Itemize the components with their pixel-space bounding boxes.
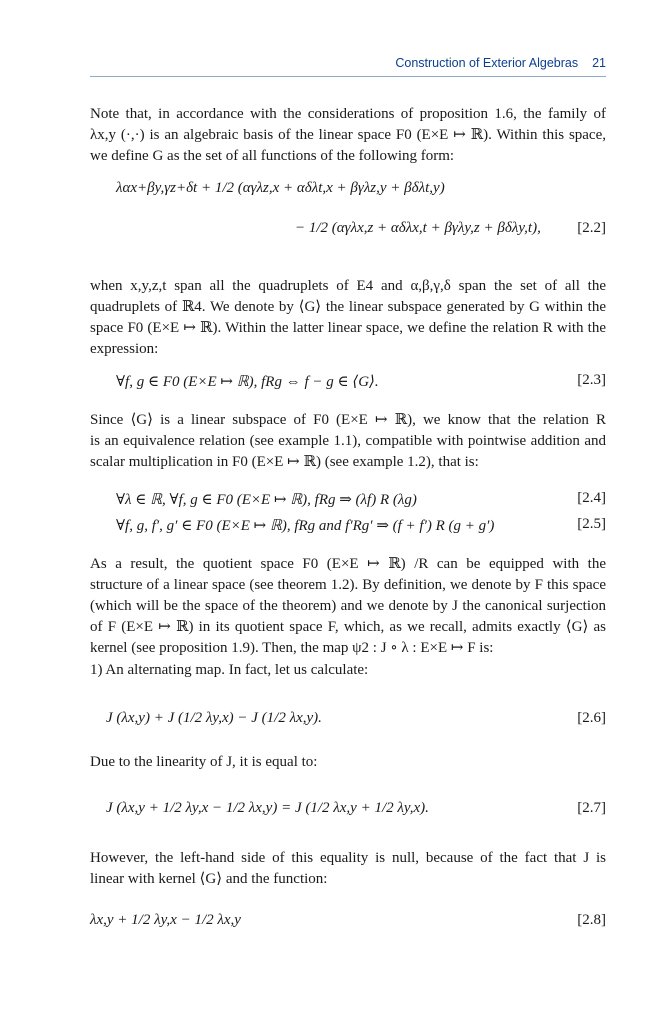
page-number: 21 bbox=[592, 56, 606, 70]
p4-line: kernel (see proposition 1.9). Then, the map ψ2 : J ∘ λ : E×E ↦ F is: bbox=[90, 640, 494, 656]
paragraph-3 bbox=[90, 410, 606, 473]
eq26-tag: [2.6] bbox=[577, 710, 606, 726]
eq25-body: ∀f, g, f′, g′ ∈ F0 (E×E ↦ ℝ), fRg and f′Rg′ ⇒ (f + f′) R (g + g′) bbox=[116, 518, 495, 534]
p7-line: linear with kernel ⟨G⟩ and the function: bbox=[90, 871, 328, 887]
p3-line: scalar multiplication in F0 (E×E ↦ ℝ) (see example 1.2), that is: bbox=[90, 454, 479, 470]
p4-line: of F (E×E ↦ ℝ) in its quotient space F, which, as we recall, admits exactly ⟨G⟩ as bbox=[90, 619, 606, 635]
p1-line: λx,y (·,·) is an algebraic basis of the linear space F0 (E×E ↦ ℝ). Within this space, bbox=[90, 127, 606, 143]
paragraph-2 bbox=[90, 276, 606, 360]
eq27-tag: [2.7] bbox=[577, 800, 606, 816]
eq22-line1: λαx+βy,γz+δt + 1/2 (αγλz,x + αδλt,x + βγλz,y + βδλt,y) bbox=[116, 180, 445, 196]
equation-2-3 bbox=[90, 372, 606, 394]
p3-line: is an equivalence relation (see example 1.1), compatible with pointwise addition and bbox=[90, 433, 606, 449]
eq23-body: ∀f, g ∈ F0 (E×E ↦ ℝ), fRg ⇔ f − g ∈ ⟨G⟩. bbox=[116, 374, 379, 390]
equation-2-2 bbox=[90, 176, 606, 266]
eq26-body: J (λx,y) + J (1/2 λy,x) − J (1/2 λx,y). bbox=[106, 710, 322, 726]
paragraph-6 bbox=[90, 752, 606, 773]
eq27-body: J (λx,y + 1/2 λy,x − 1/2 λx,y) = J (1/2 λx,y + 1/2 λy,x). bbox=[106, 800, 429, 816]
equation-2-8 bbox=[90, 906, 606, 936]
equation-2-6 bbox=[90, 704, 606, 734]
eq24-tag: [2.4] bbox=[577, 490, 606, 506]
p4-line: (which will be the space of the theorem) and we denote by J the canonical surjection bbox=[90, 598, 606, 614]
p3-line: Since ⟨G⟩ is a linear subspace of F0 (E×E ↦ ℝ), we know that the relation R bbox=[90, 412, 606, 428]
eq22-tag: [2.2] bbox=[577, 220, 606, 236]
eq25-tag: [2.5] bbox=[577, 516, 606, 532]
p4-line: As a result, the quotient space F0 (E×E ↦ ℝ) /R can be equipped with the bbox=[90, 556, 606, 572]
p6-line: Due to the linearity of J, it is equal to: bbox=[90, 754, 318, 770]
paragraph-5 bbox=[90, 660, 606, 681]
running-title: Construction of Exterior Algebras bbox=[395, 56, 579, 70]
equation-2-7 bbox=[90, 794, 606, 824]
p2-line: expression: bbox=[90, 341, 159, 357]
running-header bbox=[90, 56, 606, 77]
eq28-body: λx,y + 1/2 λy,x − 1/2 λx,y bbox=[90, 912, 241, 928]
p5-line: 1) An alternating map. In fact, let us calculate: bbox=[90, 662, 369, 678]
paragraph-7 bbox=[90, 848, 606, 890]
p1-line: Note that, in accordance with the considerations of proposition 1.6, the family of bbox=[90, 106, 606, 122]
equation-2-4 bbox=[90, 490, 606, 512]
eq22-line2: − 1/2 (αγλx,z + αδλx,t + βγλy,z + βδλy,t), bbox=[295, 220, 541, 236]
p2-line: quadruplets of ℝ4. We denote by ⟨G⟩ the linear subspace generated by G within the bbox=[90, 299, 606, 315]
equation-2-5 bbox=[90, 516, 606, 538]
p4-line: structure of a linear space (see theorem 1.2). By definition, we denote by F this space bbox=[90, 577, 606, 593]
p2-line: when x,y,z,t span all the quadruplets of E4 and α,β,γ,δ span the set of all the bbox=[90, 278, 606, 294]
p2-line: space F0 (E×E ↦ ℝ). Within the latter linear space, we define the relation R with the bbox=[90, 320, 606, 336]
eq24-body: ∀λ ∈ ℝ, ∀f, g ∈ F0 (E×E ↦ ℝ), fRg ⇒ (λf) R (λg) bbox=[116, 492, 417, 508]
eq28-tag: [2.8] bbox=[577, 912, 606, 928]
p7-line: However, the left-hand side of this equality is null, because of the fact that J is bbox=[90, 850, 606, 866]
paragraph-1 bbox=[90, 104, 606, 167]
p1-line: we define G as the set of all functions of the following form: bbox=[90, 148, 455, 164]
eq23-tag: [2.3] bbox=[577, 372, 606, 388]
paragraph-4 bbox=[90, 554, 606, 659]
